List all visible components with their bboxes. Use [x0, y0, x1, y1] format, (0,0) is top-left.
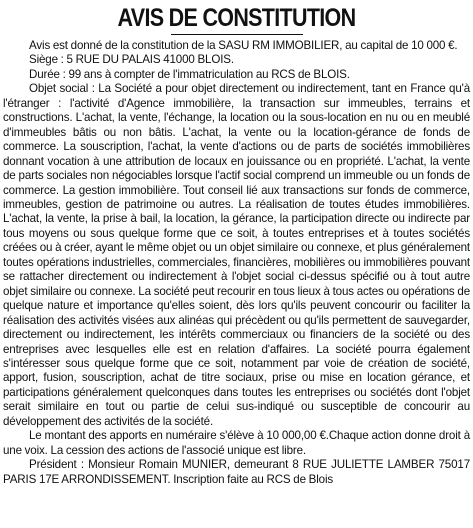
- paragraph-siege: Siège : 5 RUE DU PALAIS 41000 BLOIS.: [29, 53, 234, 67]
- paragraph-objet-social: Objet social : La Société a pour objet directement ou indirectement, tant en France qu'à l'étranger : l'activité d'Agence immobilière, la transaction sur immeubles, terrains et constructions. L'achat, la vente, l'échange, la location ou la sous-location en nu ou en meublé d'immeubles bâtis ou non bâtis. L'achat, la vente ou la location-gérance de fonds de commerce. La souscription, l'achat, la vente d'actions ou de parts de sociétés immobilières donnant vocation à une attribution de locaux en jouissance ou en propriété. L'achat, la vente de parts sociales non négociables lorsque l'actif social comprend un immeuble ou un fonds de commerce. La gestion immobilière. Tout conseil lié aux transactions sur fonds de commerce, immeubles, gestion de patrimoine ou autres. La réalisation de toutes études immobilières. L'achat, la vente, la prise à bail, la location, la gérance, la participation directe ou indirecte par tous moyens ou sous quelque forme que ce soit, à toutes entreprises et à toutes sociétés créées ou à créer, ayant le même objet ou un objet similaire ou connexe, et plus généralement toutes opérations industrielles, commerciales, financières, mobilières ou immobilières pouvant se rattacher directement ou indirectement à l'objet social ci-dessus spécifié ou à tout autre objet similaire ou connexe. La société peut recourir en tous lieux à tous actes ou opérations de quelque nature et importance qu'elles soient, dès lors qu'ils peuvent concourir ou faciliter la réalisation des activités visées aux alinéas qui précèdent ou qu'ils permettent de sauvegarder, directement ou indirectement, les intérêts commerciaux ou financiers de la société ou des entreprises avec lesquelles elle est en relation d'affaires. La société pourra également s'intéresser sous quelque forme que ce soit, notamment par voie de création de société, apport, fusion, souscription, achat de titre sociaux, prise ou mise en location gérance, et participations généralement quelconques dans toutes les entreprises ou sociétés dont l'objet serait similaire en tout ou partie de celui sus-indiqué ou susceptible de concourir au développement des activités de la société.: [3, 82, 470, 428]
- title-underline: [171, 34, 303, 35]
- paragraph-capital: Avis est donné de la constitution de la SASU RM IMMOBILIER, au capital de 10 000 €.: [29, 39, 458, 52]
- paragraph-president: Président : Monsieur Romain MUNIER, demeurant 8 RUE JULIETTE LAMBER 75017 PARIS 17E ARRONDISSEMENT. Inscription faite au RCS de Blois: [3, 458, 470, 486]
- paragraph-duree: Durée : 99 ans à compter de l'immatriculation au RCS de BLOIS.: [29, 67, 350, 81]
- notice-body: [3, 39, 470, 487]
- paragraph-apports: Le montant des apports en numéraire s'élève à 10 000,00 €.Chaque action donne droit à une voix. La cession des actions de l'associé unique est libre.: [3, 429, 470, 457]
- notice-title: AVIS DE CONSTITUTION: [117, 4, 356, 32]
